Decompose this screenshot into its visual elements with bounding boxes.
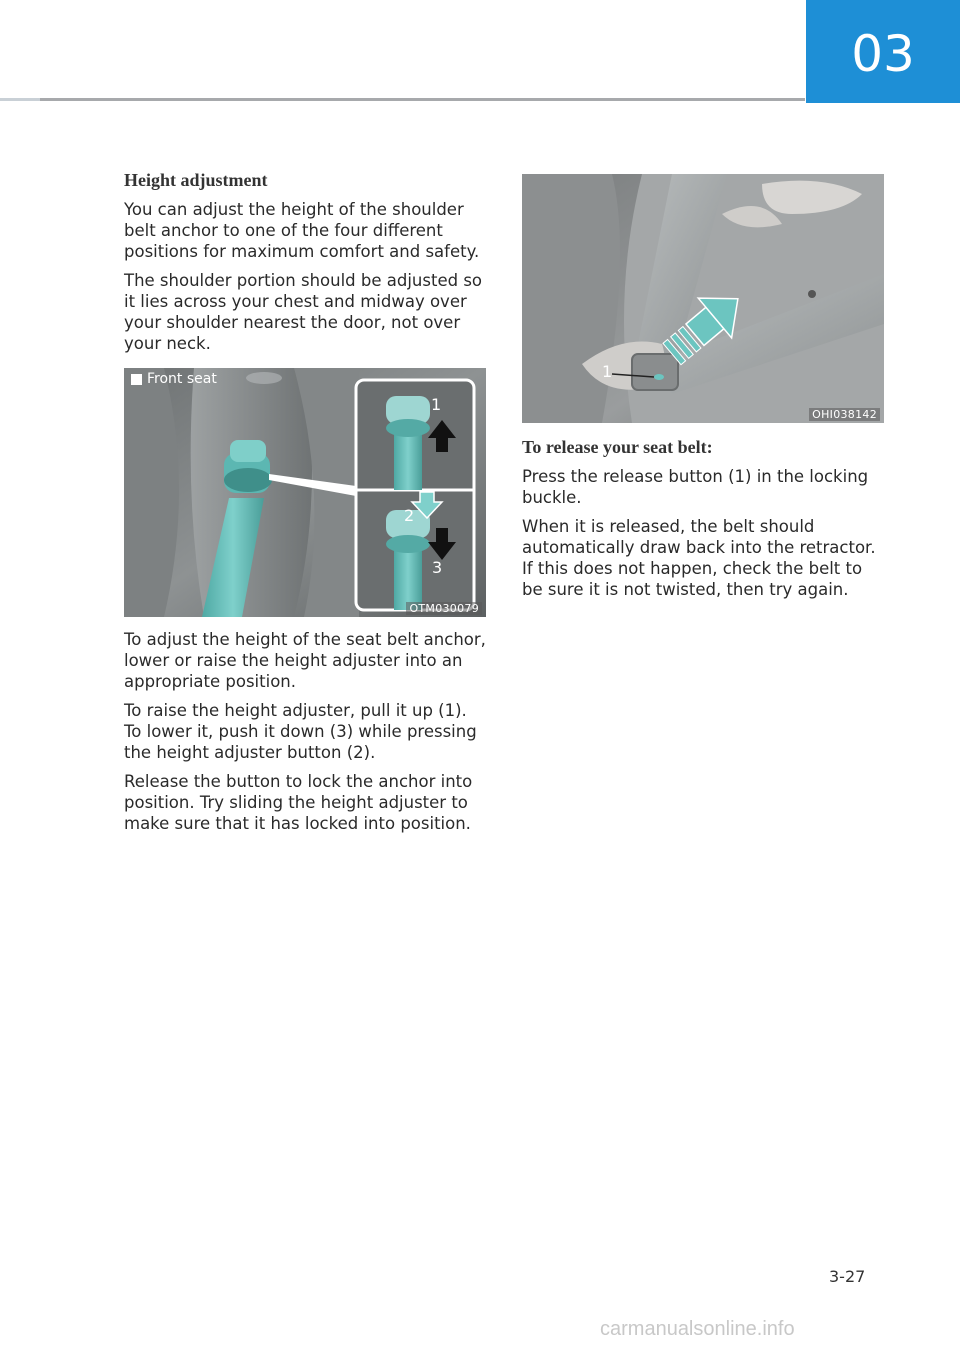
figure-front-seat-height-adjuster xyxy=(124,368,486,617)
callout-3: 3 xyxy=(432,558,443,577)
figure-code: OHI038142 xyxy=(809,408,880,421)
section-heading-release: To release your seat belt: xyxy=(522,437,713,457)
callout-2: 2 xyxy=(404,506,415,525)
section-heading-height-adjustment: Height adjustment xyxy=(124,170,268,190)
page-number: 3-27 xyxy=(829,1267,866,1286)
watermark: carmanualsonline.info xyxy=(600,1318,795,1340)
paragraph: Press the release button (1) in the locking buckle. xyxy=(522,467,869,507)
figure-seat-belt-release xyxy=(522,174,884,423)
header-rule-accent xyxy=(0,98,40,101)
paragraph: When it is released, the belt should automatically draw back into the retractor. If this does not happen, check the belt to be sure it is not twisted, then try again. xyxy=(522,517,876,599)
right-column xyxy=(522,174,886,608)
callout-1: 1 xyxy=(431,395,442,414)
paragraph: The shoulder portion should be adjusted so it lies across your chest and midway over your shoulder nearest the door, not over your neck. xyxy=(124,271,483,353)
chapter-number: 03 xyxy=(851,24,915,83)
square-bullet-icon xyxy=(131,374,142,385)
figure-code: OTM030079 xyxy=(406,602,482,615)
left-column xyxy=(124,170,488,842)
paragraph: You can adjust the height of the shoulder belt anchor to one of the four different positions for maximum comfort and safety. xyxy=(124,200,480,261)
paragraph: To adjust the height of the seat belt anchor, lower or raise the height adjuster into an appropriate position. xyxy=(124,630,486,691)
callout-1: 1 xyxy=(602,362,613,381)
seat-belt-release-illustration xyxy=(522,174,884,423)
chapter-tab xyxy=(806,0,960,103)
figure-caption xyxy=(131,371,217,387)
paragraph: To raise the height adjuster, pull it up (1). To lower it, push it down (3) while pressing the height adjuster button (2). xyxy=(124,701,477,762)
header-rule xyxy=(0,98,805,101)
paragraph: Release the button to lock the anchor into position. Try sliding the height adjuster to make sure that it has locked into position. xyxy=(124,772,473,833)
figure-caption-text: Front seat xyxy=(147,371,217,387)
